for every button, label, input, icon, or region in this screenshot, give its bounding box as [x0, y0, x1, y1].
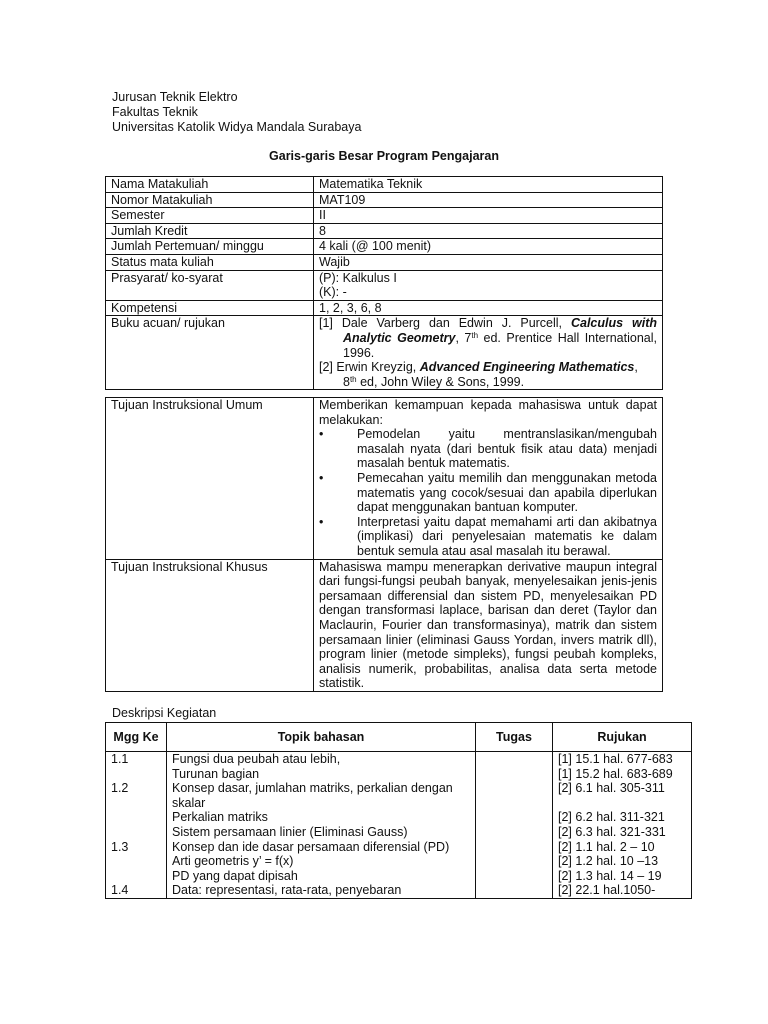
label-tujuan-khusus: Tujuan Instruksional Khusus — [106, 559, 314, 691]
institution-header — [112, 90, 361, 135]
rujukan-cell: [1] 15.2 hal. 683-689 — [558, 766, 673, 781]
rujukan-cell: [2] 22.1 hal.1050- — [558, 883, 656, 898]
rujukan-cell: [2] 1.3 hal. 14 – 19 — [558, 868, 662, 883]
topik-cell: Perkalian matriks — [172, 810, 268, 825]
topik-cell: Sistem persamaan linier (Eliminasi Gauss) — [172, 824, 408, 839]
col-header-tugas: Tugas — [476, 723, 553, 752]
value-tujuan-khusus: Mahasiswa mampu menerapkan derivative maupun integral dari fungsi-fungsi peubah banyak, menyelesaikan jenis-jenis persamaan differensial dan sistem PD, menyelesaikan PD dengan transformasi laplace, barisan dan deret (Taylor dan Maclaurin, Fourier dan transformasinya), matrik dan sistem persamaan linier (eliminasi Gauss Yordan, invers matrik dll), program linier (metode simpleks), fungsi peubah kompleks, analisis numerik, probabilitas, analisa data serta metode statistik. — [314, 559, 663, 691]
topik-column — [167, 752, 476, 899]
label-status: Status mata kuliah — [106, 254, 314, 270]
value-prasyarat — [314, 270, 663, 300]
ref1-title: Calculus with Analytic Geometry — [343, 316, 657, 345]
rujukan-cell: [2] 6.2 hal. 311-321 — [558, 810, 665, 825]
topik-cell: Arti geometris y’ = f(x) — [172, 854, 294, 869]
value-kredit: 8 — [314, 223, 663, 239]
ref2-title: Advanced Engineering Mathematics — [419, 360, 635, 375]
ref1-edition-sup: th — [471, 330, 479, 340]
reference-2 — [319, 360, 657, 389]
mgg-cell — [111, 810, 161, 825]
value-pertemuan: 4 kali (@ 100 menit) — [314, 239, 663, 255]
col-header-mgg: Mgg Ke — [106, 723, 167, 752]
label-nama: Nama Matakuliah — [106, 177, 314, 193]
document-title: Garis-garis Besar Program Pengajaran — [269, 149, 499, 163]
label-prasyarat: Prasyarat/ ko-syarat — [106, 270, 314, 300]
reference-list — [314, 316, 663, 390]
mgg-cell — [111, 854, 161, 869]
col-header-rujukan: Rujukan — [553, 723, 692, 752]
prasyarat-k: (K): - — [319, 285, 347, 300]
topik-cell: Konsep dan ide dasar persamaan diferensial (PD) — [172, 839, 450, 854]
label-nomor: Nomor Matakuliah — [106, 192, 314, 208]
tujuan-umum-intro: Memberikan kemampuan kepada mahasiswa untuk dapat melakukan: — [319, 398, 657, 427]
value-status: Wajib — [314, 254, 663, 270]
topik-cell: Turunan bagian — [172, 766, 260, 781]
mgg-cell: 1.2 — [111, 781, 129, 796]
ref1-publisher: ed. Prentice Hall International, 1996. — [343, 330, 657, 360]
label-semester: Semester — [106, 208, 314, 224]
university-line: Universitas Katolik Widya Mandala Surabaya — [112, 120, 362, 134]
mgg-cell: 1.3 — [111, 839, 129, 854]
rujukan-cell: [2] 1.1 hal. 2 – 10 — [558, 839, 655, 854]
value-kompetensi: 1, 2, 3, 6, 8 — [314, 300, 663, 316]
mgg-cell — [111, 869, 161, 884]
ref2-comma: , — [634, 360, 638, 375]
topik-cell: Fungsi dua peubah atau lebih, — [172, 752, 341, 766]
value-tujuan-umum — [314, 398, 663, 560]
ref2-edition: 8 — [343, 374, 350, 389]
ref1-authors: [1] Dale Varberg dan Edwin J. Purcell, — [319, 316, 571, 331]
topik-cell: Data: representasi, rata-rata, penyebaran — [172, 883, 402, 898]
course-info-table — [105, 176, 663, 390]
label-pertemuan: Jumlah Pertemuan/ minggu — [106, 239, 314, 255]
label-kredit: Jumlah Kredit — [106, 223, 314, 239]
prasyarat-p: (P): Kalkulus I — [319, 270, 397, 285]
rujukan-column — [553, 752, 692, 899]
tugas-column — [476, 752, 553, 899]
ref2-authors: [2] Erwin Kreyzig, — [319, 360, 420, 375]
topik-cell: skalar — [172, 795, 206, 810]
tujuan-umum-item: • Pemodelan yaitu mentranslasikan/mengubah masalah nyata (dari bentuk fisik atau data) menjadi masalah bentuk matematis. — [319, 427, 657, 471]
tujuan-umum-item: • Interpretasi yaitu dapat memahami arti dan akibatnya (implikasi) dari penyelesaian matematis ke dalam bentuk semula atau asal masalah itu berawal. — [319, 515, 657, 559]
label-tujuan-umum: Tujuan Instruksional Umum — [106, 398, 314, 560]
section-caption: Deskripsi Kegiatan — [112, 706, 217, 720]
label-buku: Buku acuan/ rujukan — [106, 316, 314, 390]
mgg-cell: 1.1 — [111, 752, 129, 766]
topik-cell: Konsep dasar, jumlahan matriks, perkalian dengan — [172, 781, 453, 796]
ref2-publisher: ed, John Wiley & Sons, 1999. — [356, 374, 525, 389]
rujukan-cell: [1] 15.1 hal. 677-683 — [558, 752, 673, 766]
topik-cell: PD yang dapat dipisah — [172, 868, 298, 883]
mgg-cell — [111, 825, 161, 840]
mgg-cell: 1.4 — [111, 883, 129, 898]
value-semester: II — [314, 208, 663, 224]
label-kompetensi: Kompetensi — [106, 300, 314, 316]
activity-table — [105, 722, 692, 899]
value-nomor: MAT109 — [314, 192, 663, 208]
rujukan-cell: [2] 6.1 hal. 305-311 — [558, 781, 665, 796]
mgg-cell — [111, 796, 161, 811]
mgg-cell — [111, 767, 161, 782]
faculty-line: Fakultas Teknik — [112, 105, 198, 119]
department-line: Jurusan Teknik Elektro — [112, 90, 238, 104]
rujukan-cell: [2] 6.3 hal. 321-331 — [558, 824, 666, 839]
value-nama: Matematika Teknik — [314, 177, 663, 193]
reference-1 — [319, 316, 657, 360]
ref1-edition: , 7 — [455, 330, 472, 345]
objectives-table — [105, 397, 663, 692]
mgg-column — [106, 752, 167, 899]
tujuan-umum-list — [319, 427, 657, 558]
ref2-edition-sup: th — [349, 374, 357, 384]
rujukan-cell: [2] 1.2 hal. 10 –13 — [558, 854, 659, 869]
tujuan-umum-item: • Pemecahan yaitu memilih dan menggunakan metoda matematis yang cocok/sesuai dan apabila diperlukan dapat menggunakan bantuan komputer. — [319, 471, 657, 515]
col-header-topik: Topik bahasan — [167, 723, 476, 752]
rujukan-cell — [558, 796, 686, 811]
